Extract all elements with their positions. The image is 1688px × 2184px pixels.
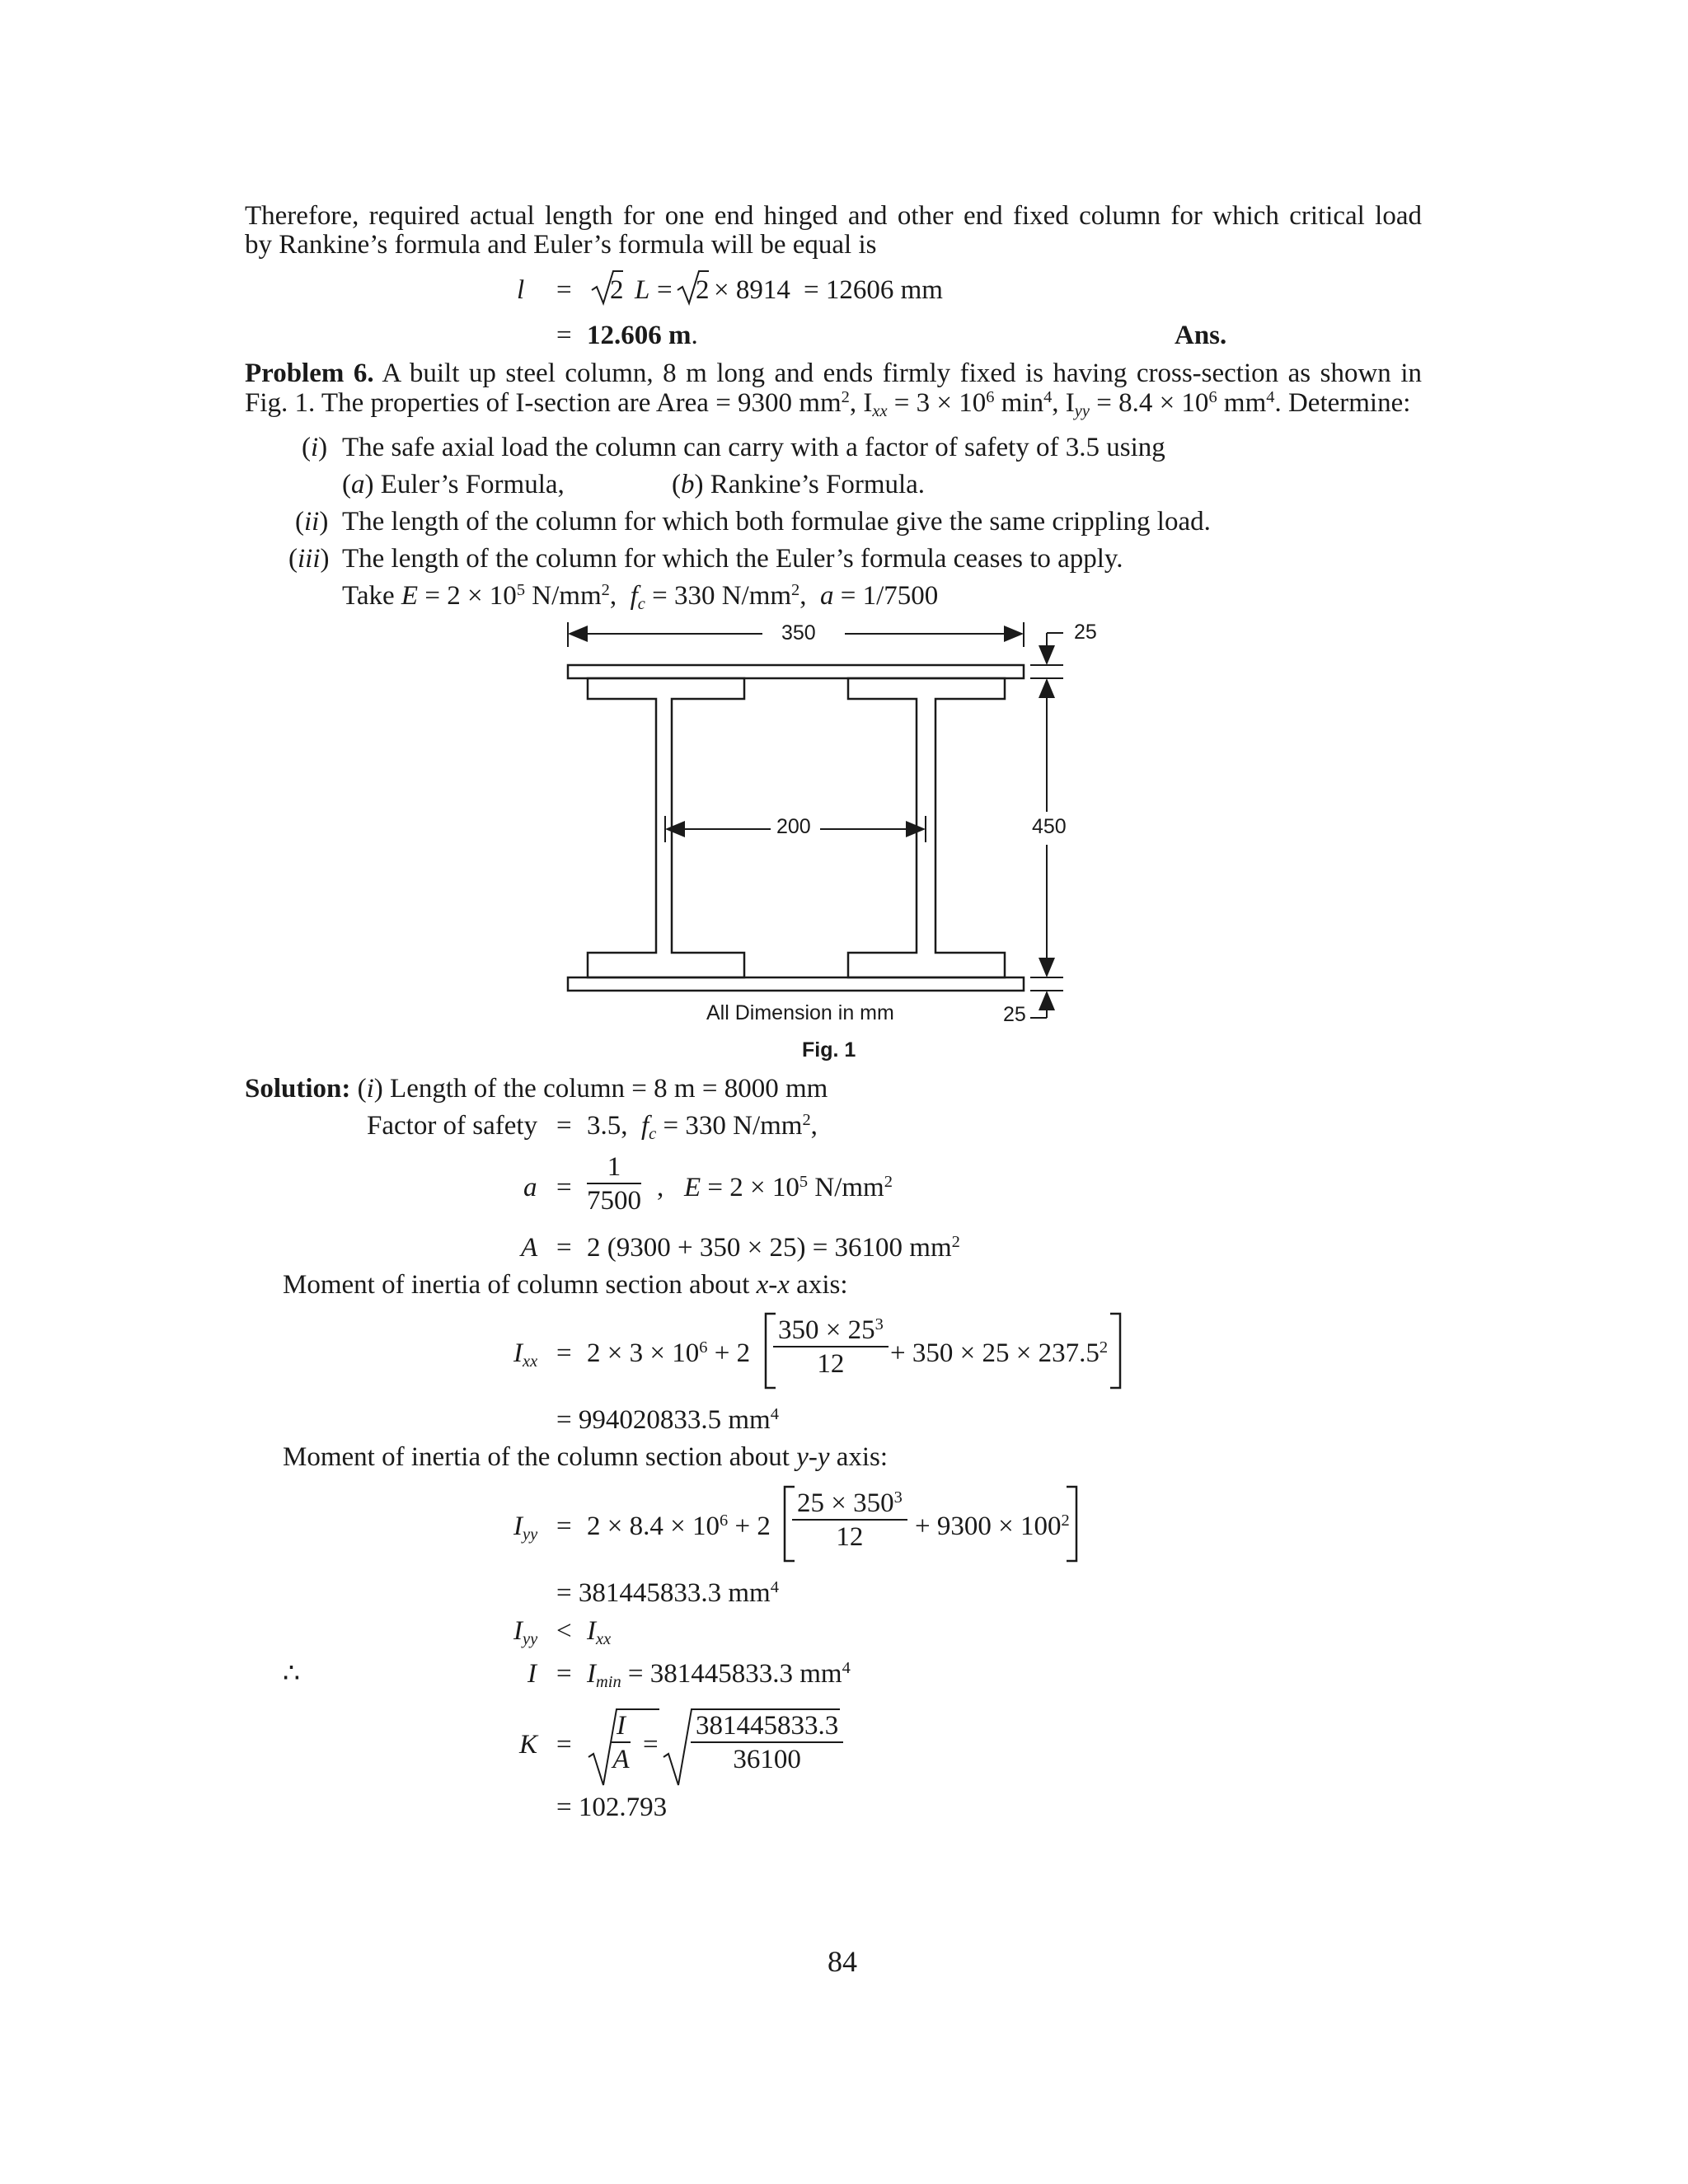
- iyy-result: = 381445833.3 $mm^4$: [556, 1577, 779, 1608]
- imin-value: $I_{min} = 381445833.3$ $mm^4$: [587, 1658, 851, 1692]
- dim-flange-bottom-label: 25: [1003, 1003, 1026, 1026]
- dim-flange-label: 25: [1074, 621, 1097, 644]
- eq-l-root2: 2: [696, 275, 710, 305]
- k-lhs: K: [519, 1730, 538, 1760]
- problem-item-ii-text: The length of the column for which both formulae give the same crippling load.: [342, 507, 1211, 537]
- imin-lhs: I: [528, 1659, 537, 1689]
- ixx-pre: $2 \times 3 \times 10^6 + 2$: [587, 1338, 751, 1368]
- solution-label: Solution:: [245, 1074, 351, 1104]
- eq-l-equals: =: [556, 275, 572, 305]
- intro-line-2: by Rankine’s formula and Euler’s formula will be equal is: [245, 230, 877, 260]
- problem-item-ii: (ii): [295, 507, 329, 537]
- problem-item-iii-text: The length of the column for which the Euler’s formula ceases to apply.: [342, 544, 1123, 574]
- eq-l-equals3: =: [556, 321, 572, 350]
- problem-take-line: Take $E = 2 \times 10^5$ $N/mm^2$, $f_c = 330$ $N/mm^2$, a = 1/7500: [342, 580, 939, 614]
- a-equals: =: [556, 1173, 572, 1202]
- page-number: 84: [828, 1945, 857, 1978]
- problem-label: Problem 6.: [245, 359, 374, 388]
- k-fraction-2: $\frac{381445833.3}{36100}$: [691, 1713, 843, 1774]
- k-result: = 102.793: [556, 1793, 668, 1822]
- problem-text-1: A built up steel column, 8 m long and ends firmly fixed is having cross-section as shown in: [382, 359, 1422, 388]
- eq-l-L: L: [635, 275, 650, 305]
- fos-label: Factor of safety: [367, 1111, 538, 1141]
- E-value: , $E = 2 \times 10^5$ $N/mm^2$: [657, 1172, 893, 1202]
- intro-line-1-text: Therefore, required actual length for one end hinged and other end fixed column for which critical load: [245, 201, 1422, 231]
- therefore-symbol: ∴: [283, 1659, 300, 1689]
- ixx-lhs: $I_{xx}$: [513, 1338, 538, 1371]
- A-value: 2 (9300 + 350 × 25) = 36100 $mm^2$: [587, 1232, 960, 1263]
- ixx-equals: =: [556, 1338, 572, 1368]
- problem-item-i: (i): [302, 433, 328, 462]
- iyy-pre: $2 \times 8.4 \times 10^6 + 2$: [587, 1511, 771, 1541]
- A-lhs: A: [521, 1233, 538, 1263]
- eq-l-root1: 2: [610, 275, 624, 305]
- iyy-fraction: $\frac{25 \times 350^3}{12}$: [792, 1490, 907, 1551]
- fos-value: 3.5, $f_c = 330$ $N/mm^2$,: [587, 1110, 818, 1144]
- eq-l-result: 12.606 m.: [587, 321, 698, 350]
- problem-item-iii: (iii): [288, 544, 330, 574]
- figure-note: All Dimension in mm: [706, 1001, 894, 1024]
- figure-caption: Fig. 1: [802, 1038, 856, 1062]
- iyy-lhs: $I_{yy}$: [513, 1511, 538, 1544]
- eq-l-equals2: =: [657, 275, 673, 305]
- ixx-tail: + $350 \times 25 \times 237.5^2$: [890, 1338, 1109, 1368]
- problem-sub-a: (a) Euler’s Formula,: [342, 470, 565, 499]
- problem-item-i-text: The safe axial load the column can carry with a factor of safety of 3.5 using: [342, 433, 1165, 462]
- iyy-equals: =: [556, 1511, 572, 1541]
- bottom-plate: [568, 977, 1024, 991]
- imin-equals: =: [556, 1659, 572, 1689]
- k-fraction-1: $\frac{I}{A}$: [612, 1711, 630, 1774]
- ixx-result: = 994020833.5 $mm^4$: [556, 1404, 779, 1435]
- eq-l-lhs: l: [517, 275, 525, 305]
- compare-rhs: $I_{xx}$: [587, 1616, 612, 1649]
- dim-width-label: 350: [781, 621, 816, 644]
- dim-spacing-label: 200: [776, 815, 811, 838]
- k-mid-equals: =: [643, 1730, 659, 1760]
- a-fraction: $\frac{1}{7500}$: [587, 1152, 641, 1216]
- iyy-bracket-right: [1063, 1485, 1080, 1563]
- ixx-fraction: $\frac{350 \times 25^3}{12}$: [773, 1317, 889, 1378]
- fos-equals: =: [556, 1111, 572, 1141]
- k-equals: =: [556, 1730, 572, 1760]
- eq-l-result-mm: = 12606 mm: [804, 275, 943, 305]
- problem-sub-b: (b) Rankine’s Formula.: [672, 470, 926, 499]
- ans-text: Ans.: [1175, 321, 1227, 350]
- compare-lhs: $I_{yy}$: [513, 1616, 538, 1649]
- eq-l-result-bold: 12.606 m: [587, 321, 692, 350]
- moi-yy-heading: Moment of inertia of the column section about y-y axis:: [283, 1442, 889, 1472]
- a-lhs: a: [523, 1173, 537, 1202]
- moi-xx-heading: Moment of inertia of column section about x-x axis:: [283, 1270, 848, 1300]
- eq-l-times: × 8914: [714, 275, 790, 305]
- solution-line-1: Solution: (i) Length of the column = 8 m = 8000 mm: [245, 1074, 828, 1104]
- dim-depth-label: 450: [1032, 815, 1067, 838]
- ixx-bracket-right: [1107, 1312, 1123, 1390]
- A-equals: =: [556, 1233, 572, 1263]
- compare-sign: <: [556, 1616, 572, 1646]
- problem-line-2: Fig. 1. The properties of I-section are Area = 9300 $mm^2$, $I_{xx} = 3 \times 10^6$ $\min^4$, $I_{yy} = 8.4 \times 10^6$ $mm^4$. Determine:: [245, 387, 1411, 421]
- top-plate: [568, 665, 1024, 678]
- iyy-tail: + $9300 \times 100^2$: [915, 1511, 1070, 1541]
